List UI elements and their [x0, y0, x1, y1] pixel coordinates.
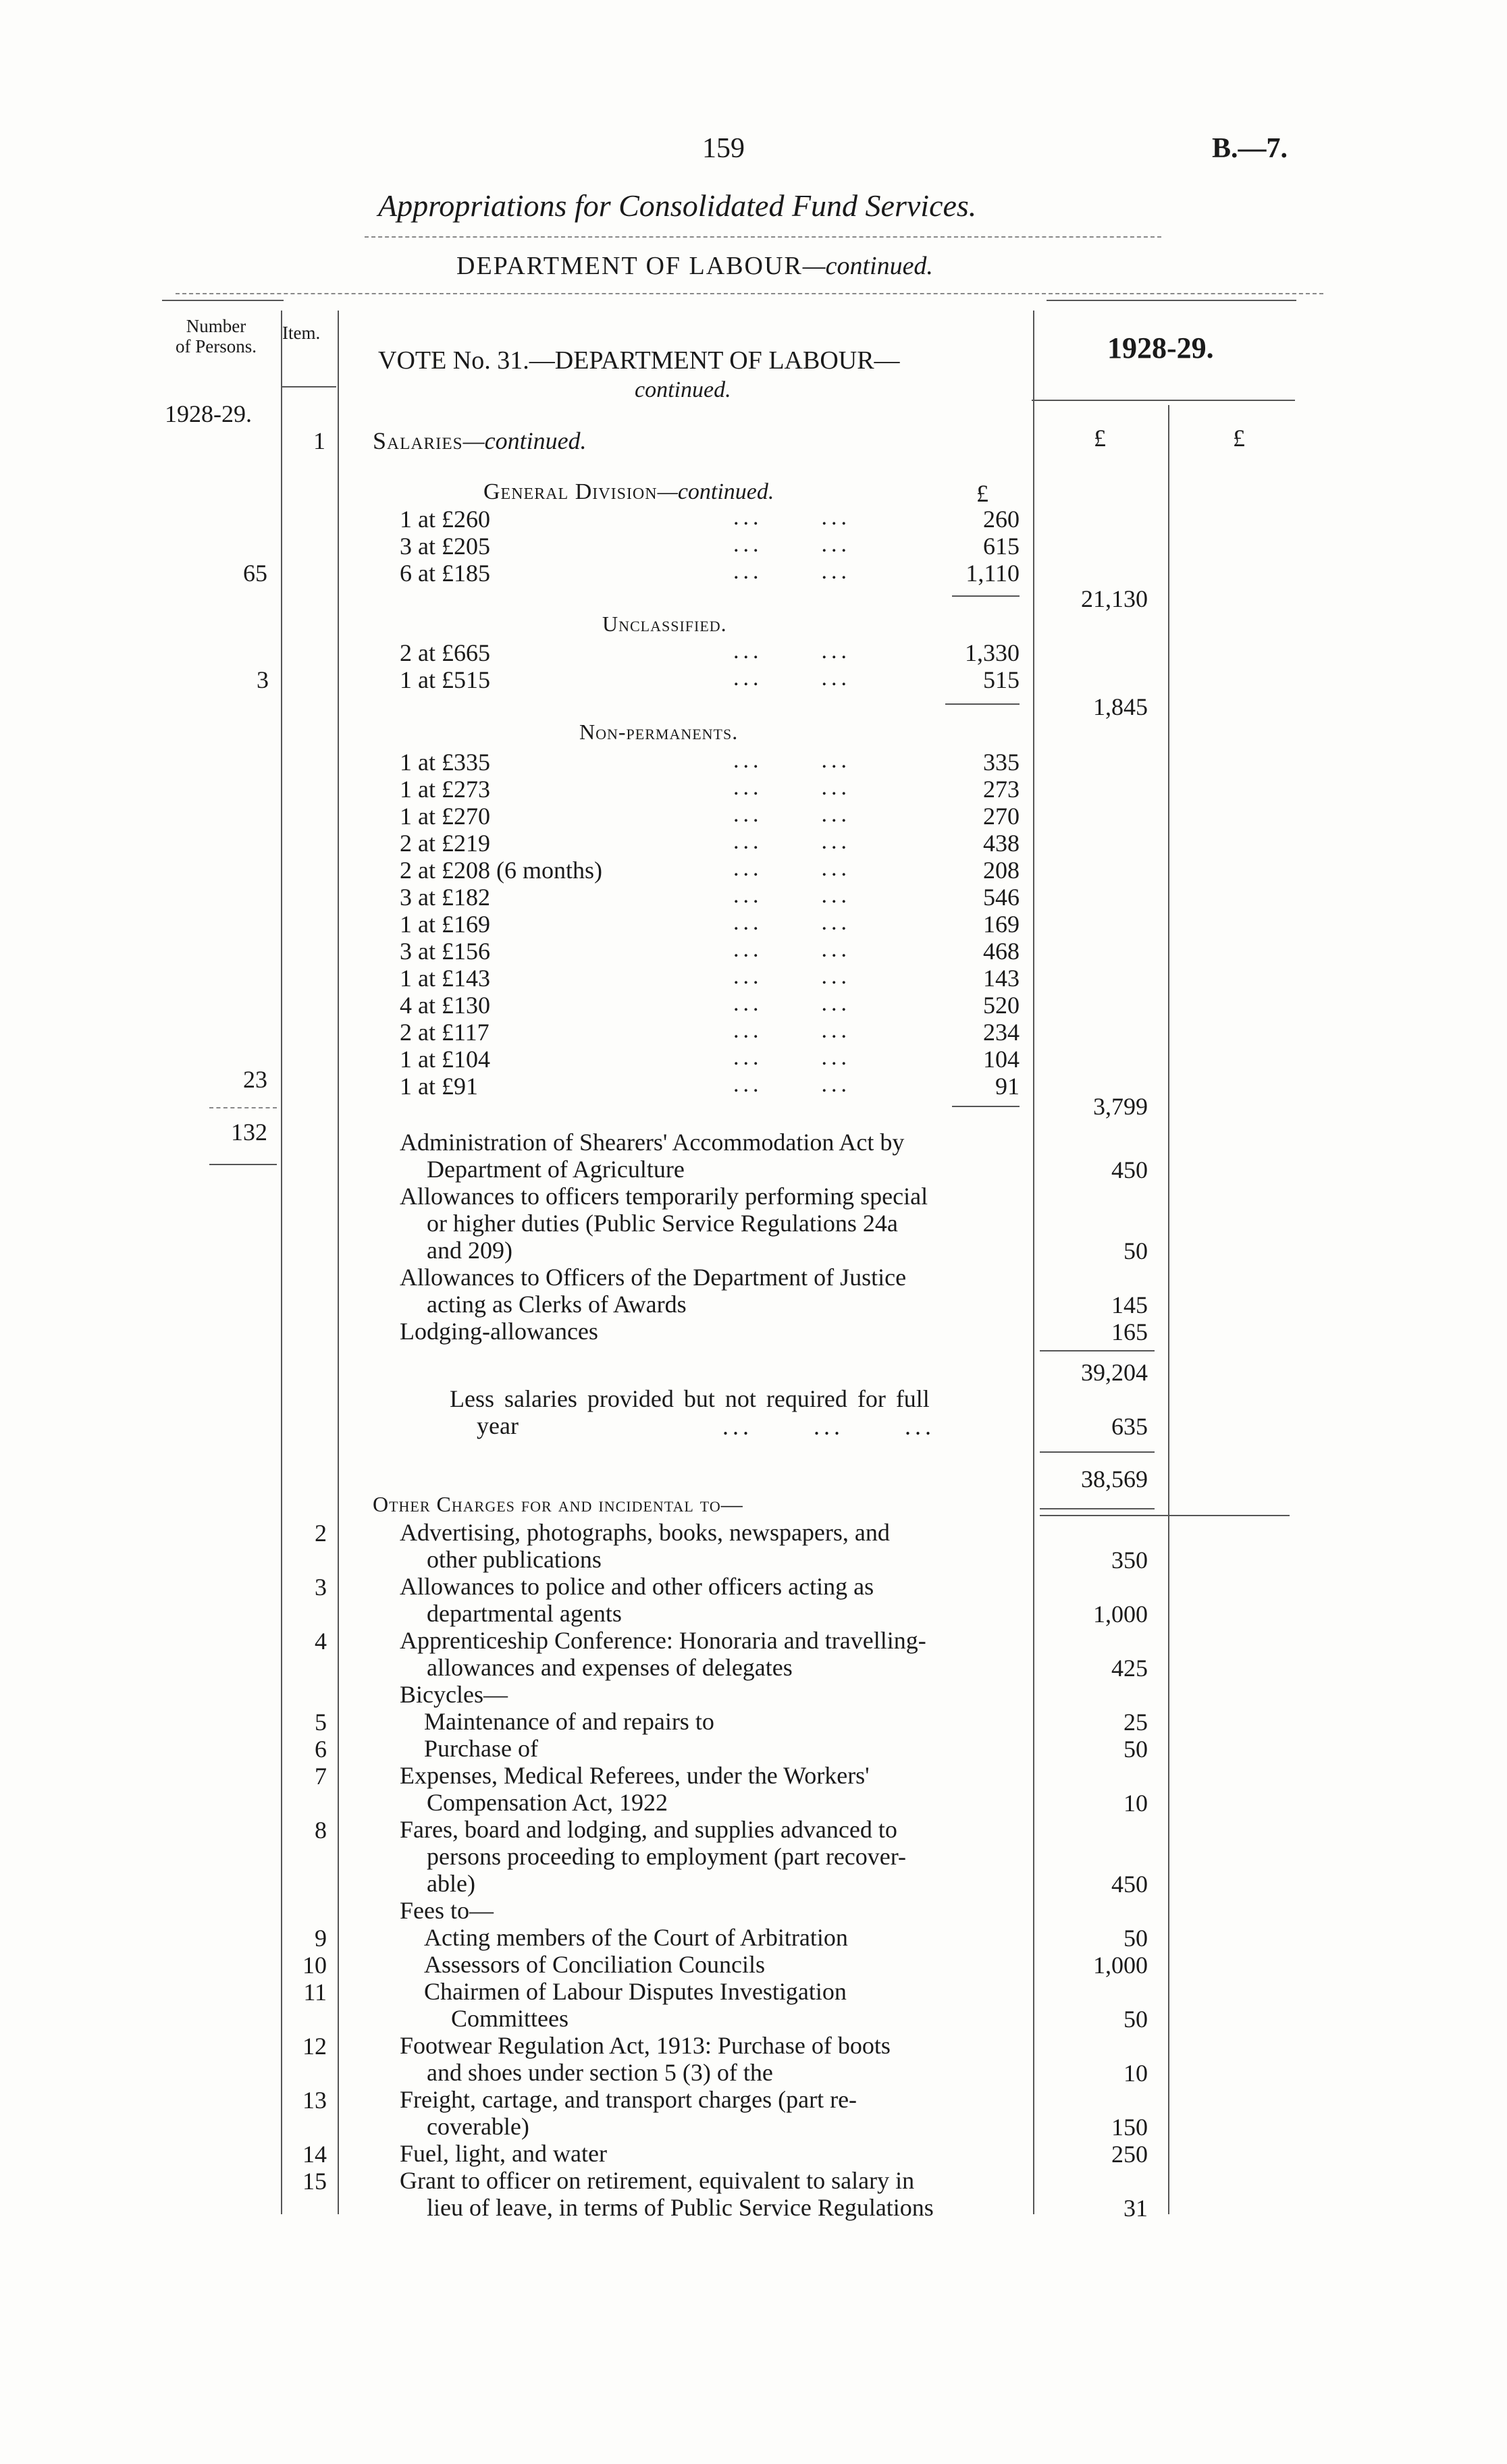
less-salaries-line1: Less salaries provided but not required for full — [450, 1385, 930, 1412]
salaries-heading-suffix: —continued. — [462, 427, 587, 454]
salaries-item-number: 1 — [313, 427, 325, 454]
allowance-line: acting as Clerks of Awards — [427, 1291, 687, 1318]
general-division-row-leader: ... ... — [733, 505, 851, 530]
unclassified-heading: Unclassified. — [602, 612, 727, 636]
department-rule — [176, 293, 1323, 294]
other-charges-heading: Other Charges for and incidental to— — [373, 1492, 743, 1516]
general-division-row-label: 6 at £185 — [400, 560, 490, 587]
other-charge-amount: 1,000 — [1093, 1601, 1148, 1628]
allowance-amount: 50 — [1123, 1237, 1148, 1264]
other-charge-line: Fares, board and lodging, and supplies advanced to — [400, 1816, 897, 1843]
other-charge-amount: 250 — [1111, 2141, 1148, 2168]
other-charge-amount: 50 — [1123, 2006, 1148, 2033]
non-permanents-row-leader: ... ... — [733, 1072, 851, 1097]
other-charge-line: Grant to officer on retirement, equivalent to salary in — [400, 2167, 915, 2194]
other-charge-item-number: 10 — [302, 1952, 327, 1979]
net-total: 38,569 — [1081, 1466, 1148, 1493]
series-code: B.—7. — [1212, 133, 1288, 164]
other-charge-item-number: 5 — [315, 1709, 327, 1736]
year-header: 1928-29. — [1107, 331, 1214, 365]
non-permanents-row-leader: ... ... — [733, 856, 851, 881]
non-permanents-row-leader: ... ... — [733, 1045, 851, 1070]
non-permanents-sum-rule — [952, 1106, 1020, 1107]
other-charge-line: lieu of leave, in terms of Public Service Regulations — [427, 2194, 934, 2221]
unclassified-row-amount: 515 — [983, 666, 1020, 693]
vote-heading-line2: continued. — [635, 377, 731, 402]
general-division-row-amount: 1,110 — [966, 560, 1020, 587]
non-permanents-row-label: 1 at £143 — [400, 965, 490, 992]
non-permanents-row-amount: 270 — [983, 803, 1020, 830]
non-permanents-row-label: 1 at £104 — [400, 1046, 490, 1073]
general-division-persons: 65 — [243, 560, 267, 587]
non-permanents-row-amount: 91 — [995, 1073, 1020, 1100]
non-permanents-row-leader: ... ... — [733, 964, 851, 989]
general-division-subtotal: 21,130 — [1081, 585, 1148, 612]
department-name: DEPARTMENT OF LABOUR — [456, 252, 803, 280]
salaries-heading — [373, 427, 587, 455]
non-permanents-row-amount: 208 — [983, 857, 1020, 884]
persons-header — [155, 316, 277, 356]
other-charge-amount: 425 — [1111, 1655, 1148, 1682]
general-division-row-label: 3 at £205 — [400, 533, 490, 560]
gross-total-rule — [1040, 1350, 1155, 1351]
non-permanents-row-label: 1 at £273 — [400, 776, 490, 803]
general-division-heading — [483, 479, 774, 505]
general-division-heading-suffix: —continued. — [657, 479, 774, 504]
non-permanents-row-leader: ... ... — [733, 802, 851, 827]
net-total-rule-top — [1040, 1451, 1155, 1453]
allowance-line: Department of Agriculture — [427, 1156, 685, 1183]
less-salaries-leader: ... ... ... — [722, 1413, 935, 1440]
non-permanents-row-amount: 104 — [983, 1046, 1020, 1073]
other-charge-item-number: 11 — [303, 1979, 327, 2006]
unclassified-row-label: 2 at £665 — [400, 639, 490, 666]
other-charge-amount: 350 — [1111, 1547, 1148, 1574]
other-charge-item-number: 6 — [315, 1736, 327, 1763]
page-number: 159 — [702, 133, 745, 164]
other-charge-line: departmental agents — [427, 1600, 622, 1627]
other-charge-item-number: 8 — [315, 1817, 327, 1844]
unclassified-subtotal: 1,845 — [1093, 693, 1148, 720]
general-division-row-amount: 260 — [983, 506, 1020, 533]
other-charge-line: Expenses, Medical Referees, under the Workers' — [400, 1762, 870, 1789]
non-permanents-row-amount: 335 — [983, 749, 1020, 776]
persons-year-label: 1928-29. — [165, 400, 252, 427]
main-title: Appropriations for Consolidated Fund Services. — [378, 188, 977, 223]
general-division-row-label: 1 at £260 — [400, 506, 490, 533]
other-charge-line: Assessors of Conciliation Councils — [424, 1951, 765, 1978]
unclassified-row-label: 1 at £515 — [400, 666, 490, 693]
non-permanents-subtotal: 3,799 — [1093, 1093, 1148, 1120]
persons-header-rule — [282, 386, 336, 387]
allowance-line: Administration of Shearers' Accommodation Act by — [400, 1129, 905, 1156]
general-division-heading-text: General Division — [483, 479, 658, 504]
other-charge-line: Advertising, photographs, books, newspapers, and — [400, 1519, 890, 1546]
unclassified-persons: 3 — [257, 666, 269, 693]
unclassified-row-amount: 1,330 — [965, 639, 1020, 666]
other-charge-item-number: 3 — [315, 1574, 327, 1601]
less-salaries-amount: 635 — [1111, 1413, 1148, 1440]
gross-total: 39,204 — [1081, 1359, 1148, 1386]
other-charge-item-number: 13 — [302, 2087, 327, 2114]
general-division-row-leader: ... ... — [733, 532, 851, 557]
other-charge-line: Bicycles— — [400, 1681, 508, 1708]
title-rule — [365, 236, 1161, 238]
other-charge-amount: 50 — [1123, 1736, 1148, 1763]
vote-heading-line1: VOTE No. 31.—DEPARTMENT OF LABOUR— — [378, 346, 900, 375]
other-charge-line: Maintenance of and repairs to — [424, 1708, 714, 1735]
general-division-row-leader: ... ... — [733, 559, 851, 584]
non-permanents-row-label: 2 at £117 — [400, 1019, 490, 1046]
other-charge-line: persons proceeding to employment (part recover- — [427, 1843, 907, 1870]
left-top-rule — [162, 300, 284, 301]
other-charge-amount: 50 — [1123, 1925, 1148, 1952]
non-permanents-row-leader: ... ... — [733, 748, 851, 773]
other-charge-amount: 450 — [1111, 1871, 1148, 1898]
year-header-rule — [1032, 400, 1295, 401]
other-charge-line: Committees — [451, 2005, 569, 2032]
non-permanents-row-leader: ... ... — [733, 991, 851, 1016]
money-column-left-line — [1033, 311, 1034, 2214]
other-charge-amount: 150 — [1111, 2114, 1148, 2141]
less-salaries-line2: year — [477, 1412, 519, 1439]
other-charge-amount: 10 — [1123, 2060, 1148, 2087]
unclassified-row-leader: ... ... — [733, 666, 851, 691]
item-column-line — [281, 311, 282, 2214]
non-permanents-row-label: 4 at £130 — [400, 992, 490, 1019]
net-total-rule-bottom — [1040, 1508, 1155, 1509]
other-charge-line: Freight, cartage, and transport charges (part re- — [400, 2086, 857, 2113]
other-charge-item-number: 12 — [302, 2033, 327, 2060]
general-division-sum-rule — [952, 595, 1020, 597]
other-charge-line: Apprenticeship Conference: Honoraria and travelling- — [400, 1627, 926, 1654]
other-charge-line: Allowances to police and other officers acting as — [400, 1573, 874, 1600]
non-permanents-row-leader: ... ... — [733, 883, 851, 908]
non-permanents-row-label: 3 at £182 — [400, 884, 490, 911]
other-charge-item-number: 14 — [302, 2141, 327, 2168]
other-charge-line: Footwear Regulation Act, 1913: Purchase of boots — [400, 2032, 891, 2059]
unclassified-row-leader: ... ... — [733, 639, 851, 664]
money-column-divider-line — [1168, 405, 1169, 2214]
non-permanents-row-label: 1 at £335 — [400, 749, 490, 776]
pound-column-label-1: £ — [1094, 425, 1106, 452]
non-permanents-row-label: 2 at £208 (6 months) — [400, 857, 602, 884]
allowance-line: Allowances to officers temporarily performing special — [400, 1183, 928, 1210]
non-permanents-row-amount: 520 — [983, 992, 1020, 1019]
non-permanents-persons: 23 — [243, 1066, 267, 1093]
other-charge-amount: 31 — [1123, 2195, 1148, 2222]
non-permanents-row-amount: 546 — [983, 884, 1020, 911]
non-permanents-row-amount: 234 — [983, 1019, 1020, 1046]
other-charge-line: allowances and expenses of delegates — [427, 1654, 793, 1681]
other-charge-item-number: 15 — [302, 2168, 327, 2195]
persons-total-rule-bottom — [209, 1164, 277, 1165]
non-permanents-row-leader: ... ... — [733, 937, 851, 962]
total-persons: 132 — [231, 1119, 267, 1146]
allowance-amount: 450 — [1111, 1156, 1148, 1183]
non-permanents-row-label: 1 at £91 — [400, 1073, 478, 1100]
non-permanents-heading: Non-permanents. — [579, 720, 739, 744]
general-division-pound-sign: £ — [976, 480, 988, 507]
non-permanents-row-leader: ... ... — [733, 910, 851, 935]
persons-header-line1: Number — [186, 316, 246, 336]
other-charge-line: Fuel, light, and water — [400, 2140, 607, 2167]
allowance-amount: 165 — [1111, 1318, 1148, 1345]
non-permanents-row-label: 2 at £219 — [400, 830, 490, 857]
other-charge-item-number: 2 — [315, 1520, 327, 1547]
non-permanents-row-label: 1 at £270 — [400, 803, 490, 830]
allowance-line: and 209) — [427, 1237, 512, 1264]
persons-total-rule-top — [209, 1107, 277, 1108]
other-charge-line: and shoes under section 5 (3) of the — [427, 2059, 773, 2086]
vote-heading — [378, 346, 900, 405]
other-charge-item-number: 9 — [315, 1925, 327, 1952]
non-permanents-row-amount: 273 — [983, 776, 1020, 803]
non-permanents-row-label: 1 at £169 — [400, 911, 490, 938]
right-top-rule — [1047, 300, 1296, 301]
non-permanents-row-amount: 438 — [983, 830, 1020, 857]
persons-header-line2: of Persons. — [176, 336, 257, 356]
non-permanents-row-label: 3 at £156 — [400, 938, 490, 965]
non-permanents-row-leader: ... ... — [733, 829, 851, 854]
non-permanents-row-amount: 169 — [983, 911, 1020, 938]
item-column-right-line — [338, 311, 339, 2214]
other-charge-item-number: 7 — [315, 1763, 327, 1790]
other-charge-amount: 1,000 — [1093, 1952, 1148, 1979]
net-total-rule-divider — [1040, 1515, 1290, 1516]
general-division-row-amount: 615 — [983, 533, 1020, 560]
non-permanents-row-amount: 468 — [983, 938, 1020, 965]
allowance-line: or higher duties (Public Service Regulations 24a — [427, 1210, 898, 1237]
other-charge-line: Compensation Act, 1922 — [427, 1789, 668, 1816]
salaries-heading-text: Salaries — [373, 427, 463, 454]
other-charge-line: Fees to— — [400, 1897, 494, 1924]
other-charge-line: Chairmen of Labour Disputes Investigation — [424, 1978, 847, 2005]
non-permanents-row-leader: ... ... — [733, 775, 851, 800]
other-charge-amount: 10 — [1123, 1790, 1148, 1817]
pound-column-label-2: £ — [1233, 425, 1245, 452]
department-heading — [456, 251, 933, 281]
other-charge-amount: 25 — [1123, 1709, 1148, 1736]
other-charge-line: Purchase of — [424, 1735, 538, 1762]
other-charge-line: Acting members of the Court of Arbitration — [424, 1924, 848, 1951]
non-permanents-row-leader: ... ... — [733, 1018, 851, 1043]
non-permanents-row-amount: 143 — [983, 965, 1020, 992]
other-charge-line: other publications — [427, 1546, 602, 1573]
department-suffix: —continued. — [802, 252, 933, 280]
allowance-line: Lodging-allowances — [400, 1318, 598, 1345]
unclassified-sum-rule — [945, 703, 1020, 705]
allowance-amount: 145 — [1111, 1291, 1148, 1318]
other-charge-line: able) — [427, 1870, 475, 1897]
other-charge-line: coverable) — [427, 2113, 529, 2140]
allowance-line: Allowances to Officers of the Department of Justice — [400, 1264, 907, 1291]
item-header: Item. — [282, 323, 321, 343]
other-charge-item-number: 4 — [315, 1628, 327, 1655]
